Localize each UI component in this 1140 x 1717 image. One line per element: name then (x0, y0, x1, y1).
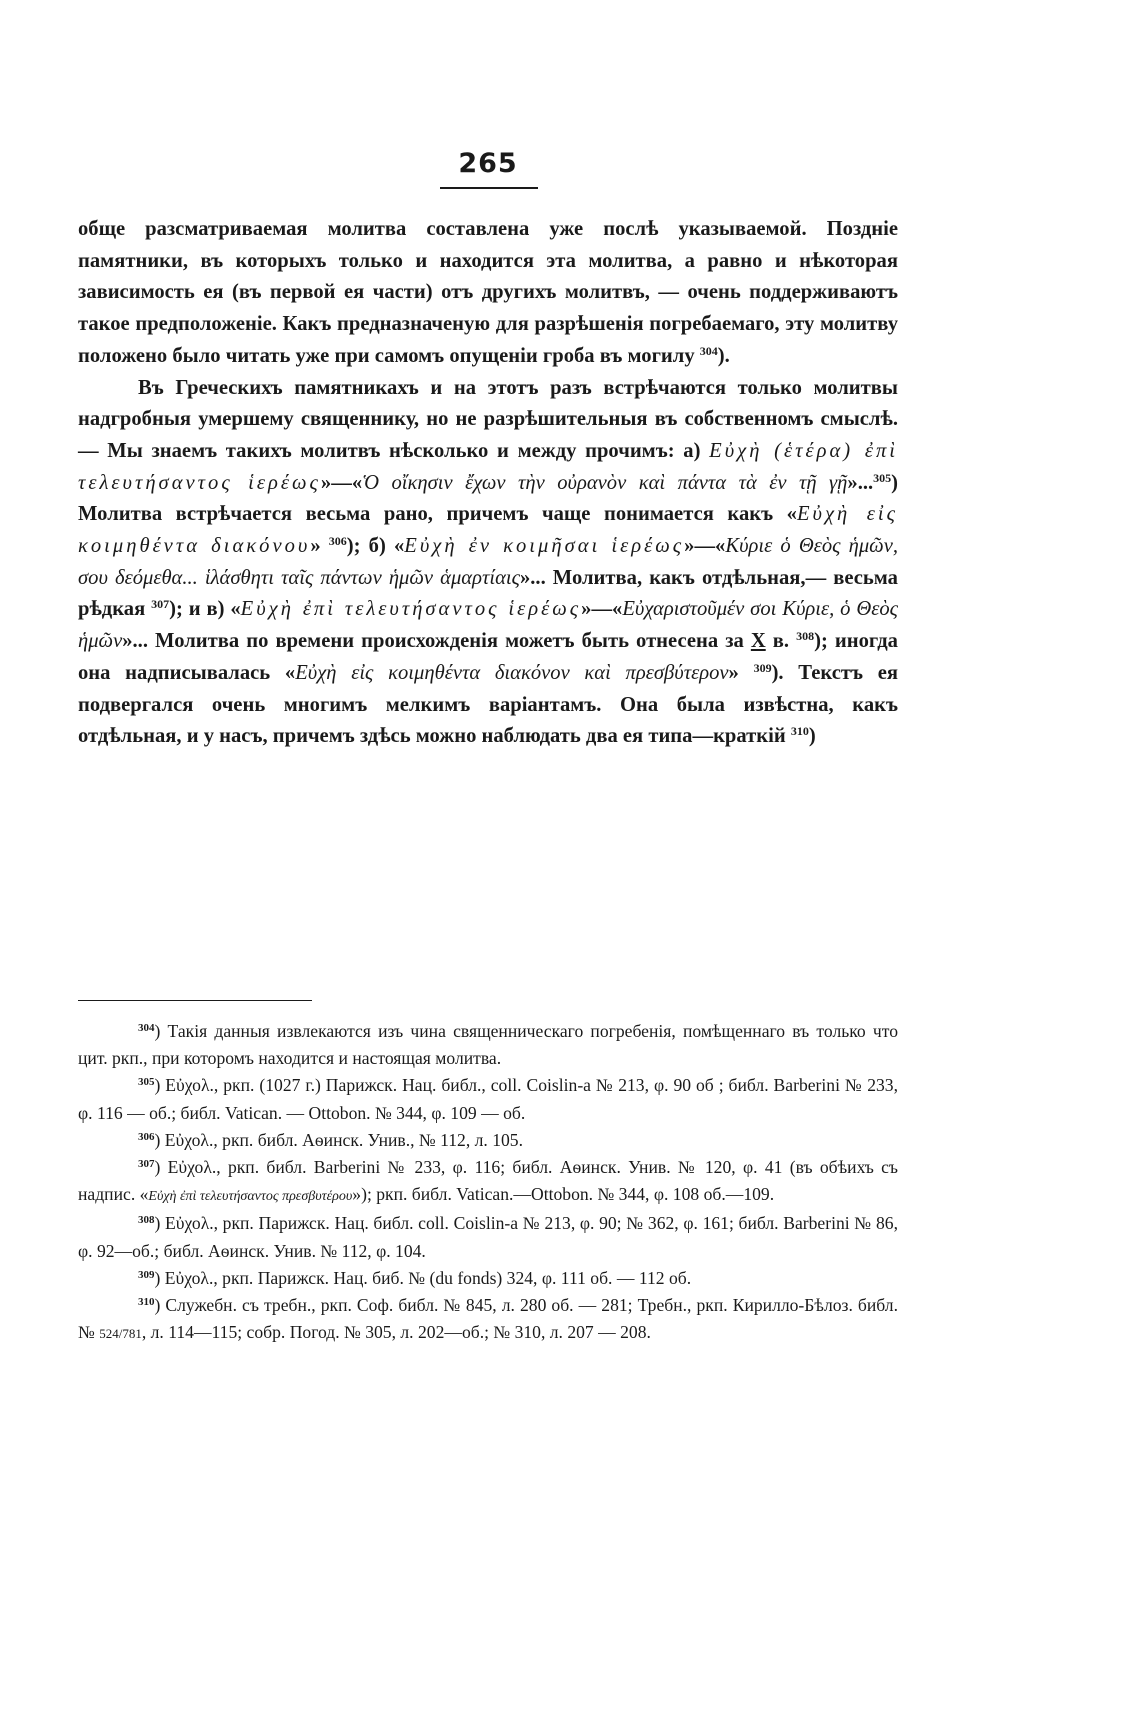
footnote-mark: 304 (138, 1022, 155, 1034)
footnote-ref-310[interactable]: 310 (790, 724, 809, 739)
footnote-separator (78, 1000, 312, 1001)
p2-text-j: »—« (581, 598, 623, 621)
footnote-ref-308[interactable]: 308 (796, 629, 815, 644)
footnote-text: »); ркп. библ. Vatican.—Ottobon. № 344, φ. 108 об.—109. (352, 1184, 775, 1205)
p2-text-m: ); иногда она надписывалась « (78, 630, 898, 684)
greek-prayer-title-2: Εὐχὴ εἰς κοιμηθέντα διακόνου (78, 503, 898, 558)
footnote-mark: 309 (138, 1268, 155, 1281)
footnote-text: ) Εὐχολ., ркп. библ. Barberini № 233, φ. 116; библ. Аѳинск. Унив. № 120, φ. 41 (въ обѣихъ съ надпис. « (78, 1157, 898, 1205)
main-text (78, 214, 898, 753)
footnote-text: , л. 114—115; собр. Погод. № 305, л. 202—об.; № 310, л. 207 — 208. (141, 1322, 651, 1343)
paragraph-1-end: ). (717, 344, 730, 367)
footnote-mark: 310 (138, 1296, 155, 1309)
footnote-305 (78, 1072, 898, 1126)
p2-text-k: »... Молитва по времени происхожденія можетъ быть отнесена за (122, 630, 744, 653)
footnote-ref-309[interactable]: 309 (753, 660, 772, 675)
footnote-mark: 306 (138, 1130, 155, 1143)
footnote-310 (78, 1292, 898, 1347)
footnote-text: ) Εὐχολ., ркп. Парижск. Нац. библ. coll. Coislin-a № 213, φ. 90; № 362, φ. 161; библ. Barberini № 86, φ. 92—об.; библ. Аѳинск. Унив. № 112, φ. 104. (78, 1213, 898, 1261)
footnote-ref-306[interactable]: 306 (328, 534, 347, 549)
p2-text-l: в. (772, 630, 790, 653)
footnote-text: ) Εὐχολ., ркп. Парижск. Нац. биб. № (du fonds) 324, φ. 111 об. — 112 об. (154, 1267, 692, 1288)
footnote-ref-304[interactable]: 304 (699, 343, 718, 358)
p2-text-i: ); и в) « (169, 598, 241, 621)
footnote-text: ) Служебн. съ требн., ркп. Соф. библ. № 845, л. 280 об. — 281; Требн., ркп. Кирилло-Бѣлоз. библ. № (78, 1295, 898, 1343)
footnote-307 (78, 1154, 898, 1210)
greek-prayer-title-1: Εὐχὴ (ἑτέρα) ἐπὶ τελευτήσαντος ἱερέως (78, 439, 898, 494)
p2-text-b: »—« (320, 471, 363, 494)
p2-text-c: »... (847, 471, 874, 494)
greek-inscription: Εὐχὴ εἰς κοιμηθέντα διακόνον καὶ πρεσβύτερον (295, 661, 729, 684)
footnotes (78, 1018, 898, 1347)
century-numeral: X (750, 630, 766, 653)
greek-prayer-title-4: Εὐχὴ ἐπὶ τελευτήσαντος ἱερέως (240, 598, 582, 621)
p2-text-g: »—« (684, 535, 726, 558)
p2-text-n: » (728, 661, 739, 684)
page-number: 265 (458, 148, 518, 179)
p2-text-h: »... Молитва, какъ отдѣльная,— весьма рѣдкая (78, 566, 898, 621)
footnote-text: ) Εὐχολ., ркп. библ. Аѳинск. Унив., № 112, л. 105. (154, 1129, 523, 1150)
footnote-mark: 307 (138, 1158, 155, 1171)
p2-text-f: ); б) « (346, 535, 405, 558)
paragraph-1-text: обще разсматриваемая молитва составлена уже послѣ указываемой. Поздніе памятники, въ которыхъ только и находится эта молитва, а равно и нѣкоторая зависимость ея (въ первой ея части) отъ другихъ молитвъ, — очень поддерживаютъ такое предположеніе. Какъ предназначеную для разрѣшенія погребаемаго, эту молитву положено было читать уже при самомъ опущеніи гроба въ могилу (78, 218, 898, 367)
greek-incipit-3: Εὐχαριστοῦμέν σοι Κύριε, ὁ Θεὸς ἡμῶν (78, 598, 898, 653)
footnote-mark: 305 (138, 1076, 155, 1089)
footnote-greek: Εὐχὴ ἐπὶ τελευτήσαντος πρεσβυτέρου (148, 1189, 353, 1205)
p2-text-o: ). Текстъ ея подвергался очень многимъ мелкимъ варіантамъ. Она была извѣстна, какъ отдѣльная, и у насъ, причемъ здѣсь можно наблюдать два ея типа—краткій (78, 661, 898, 748)
footnote-304 (78, 1018, 898, 1072)
greek-incipit-1: Ὁ οἴκησιν ἔχων τὴν οὐρανὸν καὶ πάντα τὰ ἐν τῇ γῇ (362, 471, 848, 494)
footnote-306 (78, 1127, 898, 1154)
footnote-ref-305[interactable]: 305 (873, 470, 892, 485)
p2-text-a: Въ Греческихъ памятникахъ и на этотъ разъ встрѣчаются только молитвы надгробныя умершему священнику, но не разрѣшительныя въ собственномъ смыслѣ. — Мы знаемъ такихъ молитвъ нѣсколько и между прочимъ: а) (78, 376, 898, 462)
footnote-mark: 308 (138, 1214, 155, 1227)
paragraph-2 (78, 373, 898, 753)
p2-text-p: ) (808, 725, 816, 748)
paragraph-1 (78, 214, 898, 373)
footnote-308 (78, 1210, 898, 1264)
shelfmark-fraction: 524/781 (99, 1326, 142, 1342)
page-number-rule (440, 187, 538, 189)
greek-prayer-title-3: Εὐχὴ ἐν κοιμῆσαι ἱερέως (404, 535, 685, 558)
footnote-ref-307[interactable]: 307 (151, 597, 170, 612)
greek-incipit-2: Κύριε ὁ Θεὸς ἡμῶν, σου δεόμεθα... ἱλάσθητι ταῖς πάντων ἡμῶν ἁμαρτίαις (78, 535, 899, 589)
footnote-text: ) Εὐχολ., ркп. (1027 г.) Парижск. Нац. библ., coll. Coislin-a № 213, φ. 90 об ; библ. Barberini № 233, φ. 116 — об.; библ. Vatican. — Ottobon. № 344, φ. 109 — об. (78, 1075, 898, 1123)
footnote-text: ) Такія данныя извлекаются изъ чина священническаго погребенія, помѣщеннаго въ только что цит. ркп., при которомъ находится и настоящая молитва. (78, 1021, 898, 1069)
p2-text-e: » (310, 535, 321, 558)
p2-text-d: ) Молитва встрѣчается весьма рано, причемъ чаще понимается какъ « (78, 471, 898, 526)
footnote-309 (78, 1265, 898, 1292)
